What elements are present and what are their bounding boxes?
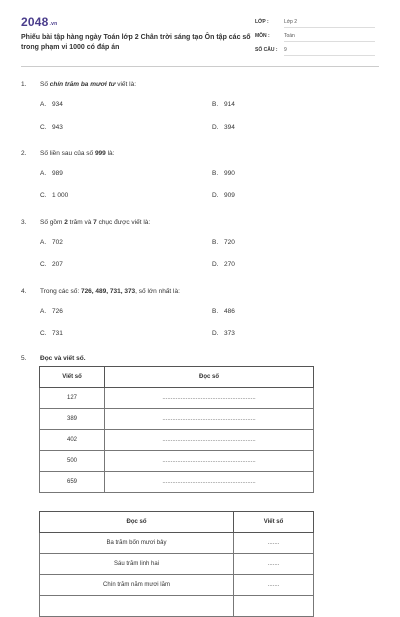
number-cell: 659	[40, 472, 105, 493]
header-divider	[21, 66, 379, 67]
table-header: Viết số	[234, 512, 314, 533]
meta-class-line	[284, 27, 375, 28]
question-number: 1.	[21, 81, 27, 88]
site-logo[interactable]	[21, 15, 57, 29]
answer-blank[interactable]: ........................................................	[105, 430, 314, 451]
meta-class-value: Lớp 2	[284, 19, 298, 25]
option-value: 1 000	[52, 192, 69, 199]
reading-cell: Sáu trăm linh hai	[40, 554, 234, 575]
table-header: Viết số	[40, 367, 105, 388]
meta-subject-line	[284, 41, 375, 42]
option-value: 270	[224, 261, 235, 268]
option-value: 990	[224, 170, 235, 177]
question-number: 2.	[21, 150, 27, 157]
answer-blank[interactable]: ........................................................	[105, 451, 314, 472]
q2-option-a[interactable]	[40, 170, 63, 177]
question-text-post: chục được viết là:	[96, 219, 151, 226]
option-value: 914	[224, 101, 235, 108]
table-row	[40, 596, 314, 617]
option-letter: A.	[40, 308, 47, 315]
option-letter: B.	[212, 101, 219, 108]
option-value: 989	[52, 170, 63, 177]
q1-option-b[interactable]	[212, 101, 235, 108]
reading-cell: Chín trăm năm mươi lăm	[40, 575, 234, 596]
meta-class-label: LỚP :	[255, 19, 269, 25]
option-value: 909	[224, 192, 235, 199]
q4-option-a[interactable]	[40, 308, 63, 315]
question-text-bold: 726, 489, 731, 373	[80, 288, 136, 295]
table-row	[40, 430, 314, 451]
answer-blank[interactable]: .......	[234, 554, 314, 575]
q2-option-c[interactable]	[40, 192, 68, 199]
q4-option-b[interactable]	[212, 308, 235, 315]
question-number: 4.	[21, 288, 27, 295]
q1-option-c[interactable]	[40, 124, 63, 131]
answer-blank[interactable]: .......	[234, 533, 314, 554]
number-cell: 500	[40, 451, 105, 472]
worksheet-title: Phiếu bài tập hàng ngày Toán lớp 2 Chân trời sáng tạo Ôn tập các số trong phạm vi 1000 có đáp án	[21, 34, 251, 51]
question-text	[40, 288, 180, 295]
option-value: 394	[224, 124, 235, 131]
q3-option-d[interactable]	[212, 261, 235, 268]
option-value: 731	[52, 330, 63, 337]
table-row	[40, 472, 314, 493]
q2-option-b[interactable]	[212, 170, 235, 177]
table-row	[40, 388, 314, 409]
question-text-bold-2: 7	[93, 219, 97, 226]
table-read-write	[39, 511, 314, 617]
question-text-bold: 999	[94, 150, 106, 157]
question-text-pre: Số liền sau của số	[40, 150, 95, 157]
option-value: 702	[52, 239, 63, 246]
option-letter: A.	[40, 239, 47, 246]
question-text-pre: Số	[40, 81, 50, 88]
question-text	[40, 81, 136, 88]
meta-count-line	[284, 55, 375, 56]
answer-blank[interactable]: .......	[234, 575, 314, 596]
number-cell: 402	[40, 430, 105, 451]
number-cell: 389	[40, 409, 105, 430]
q2-option-d[interactable]	[212, 192, 235, 199]
option-letter: B.	[212, 170, 219, 177]
option-letter: D.	[212, 330, 219, 337]
q4-option-d[interactable]	[212, 330, 235, 337]
q4-option-c[interactable]	[40, 330, 63, 337]
table-write-read	[39, 366, 314, 493]
table-row	[40, 554, 314, 575]
question-text	[40, 219, 150, 226]
option-value: 486	[224, 308, 235, 315]
logo-text: 2048	[21, 15, 49, 29]
q1-option-d[interactable]	[212, 124, 235, 131]
table-header: Đọc số	[105, 367, 314, 388]
option-letter: B.	[212, 308, 219, 315]
option-letter: A.	[40, 101, 47, 108]
option-value: 373	[224, 330, 235, 337]
question-text-post: là:	[105, 150, 115, 157]
option-value: 934	[52, 101, 63, 108]
table-header-row	[40, 367, 314, 388]
table-header-row	[40, 512, 314, 533]
table-row	[40, 533, 314, 554]
option-letter: D.	[212, 192, 219, 199]
option-letter: D.	[212, 124, 219, 131]
answer-blank[interactable]: ........................................................	[105, 472, 314, 493]
meta-subject-label: MÔN :	[255, 33, 270, 39]
logo-tld: .vn	[49, 21, 58, 27]
option-letter: C.	[40, 124, 47, 131]
question-text-post: , số lớn nhất là:	[135, 288, 180, 295]
table-row	[40, 451, 314, 472]
question-text	[40, 355, 86, 362]
q1-option-a[interactable]	[40, 101, 63, 108]
meta-count-label: SỐ CÂU :	[255, 47, 278, 53]
question-title: Đọc và viết số.	[40, 355, 86, 362]
meta-subject-value: Toán	[284, 33, 295, 39]
question-text-bold: 2	[64, 219, 68, 226]
question-number: 5.	[21, 355, 27, 362]
question-number: 3.	[21, 219, 27, 226]
number-cell: 127	[40, 388, 105, 409]
table-header: Đọc số	[40, 512, 234, 533]
option-letter: A.	[40, 170, 47, 177]
option-letter: B.	[212, 239, 219, 246]
q3-option-c[interactable]	[40, 261, 63, 268]
meta-count-value: 9	[284, 47, 287, 53]
question-text-mid: trăm và	[67, 219, 94, 226]
q3-option-b[interactable]	[212, 239, 235, 246]
reading-cell	[40, 596, 234, 617]
option-value: 726	[52, 308, 63, 315]
q3-option-a[interactable]	[40, 239, 63, 246]
question-text-pre: Số gồm	[40, 219, 65, 226]
question-text	[40, 150, 114, 157]
table-row	[40, 409, 314, 430]
question-text-pre: Trong các số:	[40, 288, 81, 295]
answer-blank[interactable]	[234, 596, 314, 617]
question-text-post: viết là:	[115, 81, 137, 88]
option-letter: C.	[40, 192, 47, 199]
answer-blank[interactable]: ........................................................	[105, 409, 314, 430]
option-value: 207	[52, 261, 63, 268]
question-text-emphasis: chín trăm ba mươi tư	[49, 81, 116, 88]
table-row	[40, 575, 314, 596]
option-letter: C.	[40, 330, 47, 337]
option-value: 943	[52, 124, 63, 131]
option-value: 720	[224, 239, 235, 246]
answer-blank[interactable]: ........................................................	[105, 388, 314, 409]
reading-cell: Ba trăm bốn mươi bảy	[40, 533, 234, 554]
option-letter: D.	[212, 261, 219, 268]
option-letter: C.	[40, 261, 47, 268]
